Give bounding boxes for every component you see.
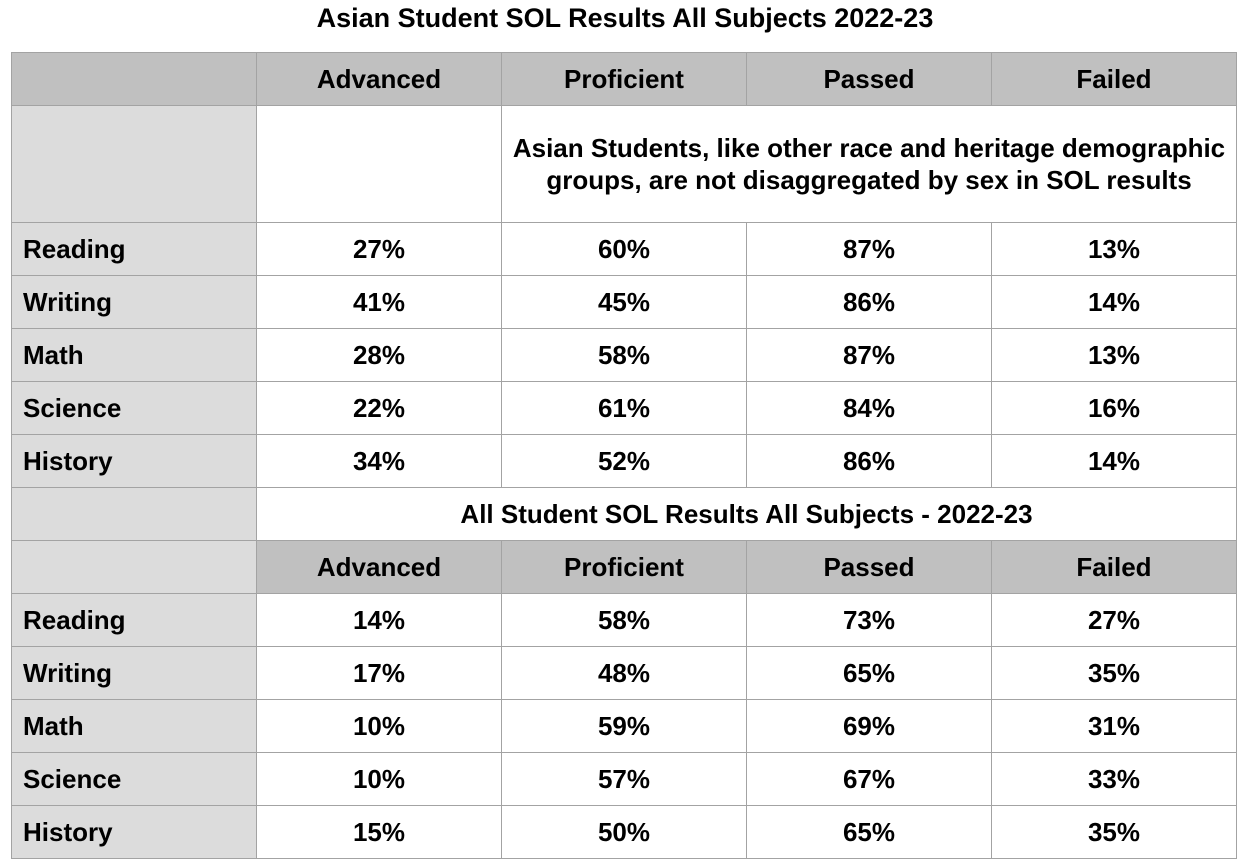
table-row xyxy=(12,382,1237,435)
cell-passed: 65% xyxy=(747,806,992,859)
column-header-advanced: Advanced xyxy=(257,541,502,594)
column-header-advanced: Advanced xyxy=(257,53,502,106)
table-row xyxy=(12,700,1237,753)
row-label: Science xyxy=(12,382,257,435)
row-label: Math xyxy=(12,700,257,753)
cell-proficient: 60% xyxy=(502,223,747,276)
cell-advanced: 28% xyxy=(257,329,502,382)
table-row xyxy=(12,594,1237,647)
row-label: Writing xyxy=(12,647,257,700)
row-label: Reading xyxy=(12,223,257,276)
note-row-blank-cell xyxy=(257,106,502,223)
note-row-side xyxy=(12,106,257,223)
column-header-passed: Passed xyxy=(747,541,992,594)
table-row xyxy=(12,329,1237,382)
cell-failed: 27% xyxy=(992,594,1237,647)
cell-passed: 69% xyxy=(747,700,992,753)
table-row xyxy=(12,753,1237,806)
cell-passed: 87% xyxy=(747,329,992,382)
cell-failed: 14% xyxy=(992,435,1237,488)
cell-proficient: 61% xyxy=(502,382,747,435)
cell-advanced: 10% xyxy=(257,700,502,753)
table-row xyxy=(12,276,1237,329)
table-row xyxy=(12,223,1237,276)
cell-failed: 16% xyxy=(992,382,1237,435)
table-row xyxy=(12,806,1237,859)
cell-proficient: 58% xyxy=(502,594,747,647)
section-title-row xyxy=(12,488,1237,541)
table-title: Asian Student SOL Results All Subjects 2022-23 xyxy=(316,3,934,33)
cell-advanced: 15% xyxy=(257,806,502,859)
cell-advanced: 22% xyxy=(257,382,502,435)
cell-passed: 67% xyxy=(747,753,992,806)
section-title-side xyxy=(12,488,257,541)
row-label: History xyxy=(12,806,257,859)
cell-passed: 65% xyxy=(747,647,992,700)
column-header-proficient: Proficient xyxy=(502,53,747,106)
disaggregation-note: Asian Students, like other race and heritage demographic groups, are not disaggregated by sex in SOL results xyxy=(502,106,1237,223)
header-corner xyxy=(12,53,257,106)
cell-advanced: 10% xyxy=(257,753,502,806)
cell-advanced: 17% xyxy=(257,647,502,700)
cell-passed: 73% xyxy=(747,594,992,647)
row-label: Writing xyxy=(12,276,257,329)
table-row xyxy=(12,435,1237,488)
row-label: Reading xyxy=(12,594,257,647)
cell-proficient: 59% xyxy=(502,700,747,753)
column-header-failed: Failed xyxy=(992,541,1237,594)
column-header-passed: Passed xyxy=(747,53,992,106)
cell-failed: 33% xyxy=(992,753,1237,806)
note-row xyxy=(12,106,1237,223)
cell-advanced: 14% xyxy=(257,594,502,647)
cell-failed: 35% xyxy=(992,806,1237,859)
cell-proficient: 45% xyxy=(502,276,747,329)
cell-proficient: 57% xyxy=(502,753,747,806)
header-corner xyxy=(12,541,257,594)
cell-failed: 31% xyxy=(992,700,1237,753)
header-row xyxy=(12,541,1237,594)
sol-results-table xyxy=(11,52,1237,859)
cell-advanced: 27% xyxy=(257,223,502,276)
cell-passed: 84% xyxy=(747,382,992,435)
cell-proficient: 48% xyxy=(502,647,747,700)
cell-advanced: 34% xyxy=(257,435,502,488)
cell-failed: 14% xyxy=(992,276,1237,329)
cell-failed: 13% xyxy=(992,329,1237,382)
row-label: History xyxy=(12,435,257,488)
cell-passed: 86% xyxy=(747,435,992,488)
cell-proficient: 50% xyxy=(502,806,747,859)
column-header-proficient: Proficient xyxy=(502,541,747,594)
cell-advanced: 41% xyxy=(257,276,502,329)
cell-failed: 13% xyxy=(992,223,1237,276)
table-row xyxy=(12,647,1237,700)
row-label: Science xyxy=(12,753,257,806)
column-header-failed: Failed xyxy=(992,53,1237,106)
cell-proficient: 52% xyxy=(502,435,747,488)
cell-passed: 86% xyxy=(747,276,992,329)
cell-passed: 87% xyxy=(747,223,992,276)
row-label: Math xyxy=(12,329,257,382)
section-title: All Student SOL Results All Subjects - 2022-23 xyxy=(257,488,1237,541)
header-row xyxy=(12,53,1237,106)
cell-failed: 35% xyxy=(992,647,1237,700)
cell-proficient: 58% xyxy=(502,329,747,382)
